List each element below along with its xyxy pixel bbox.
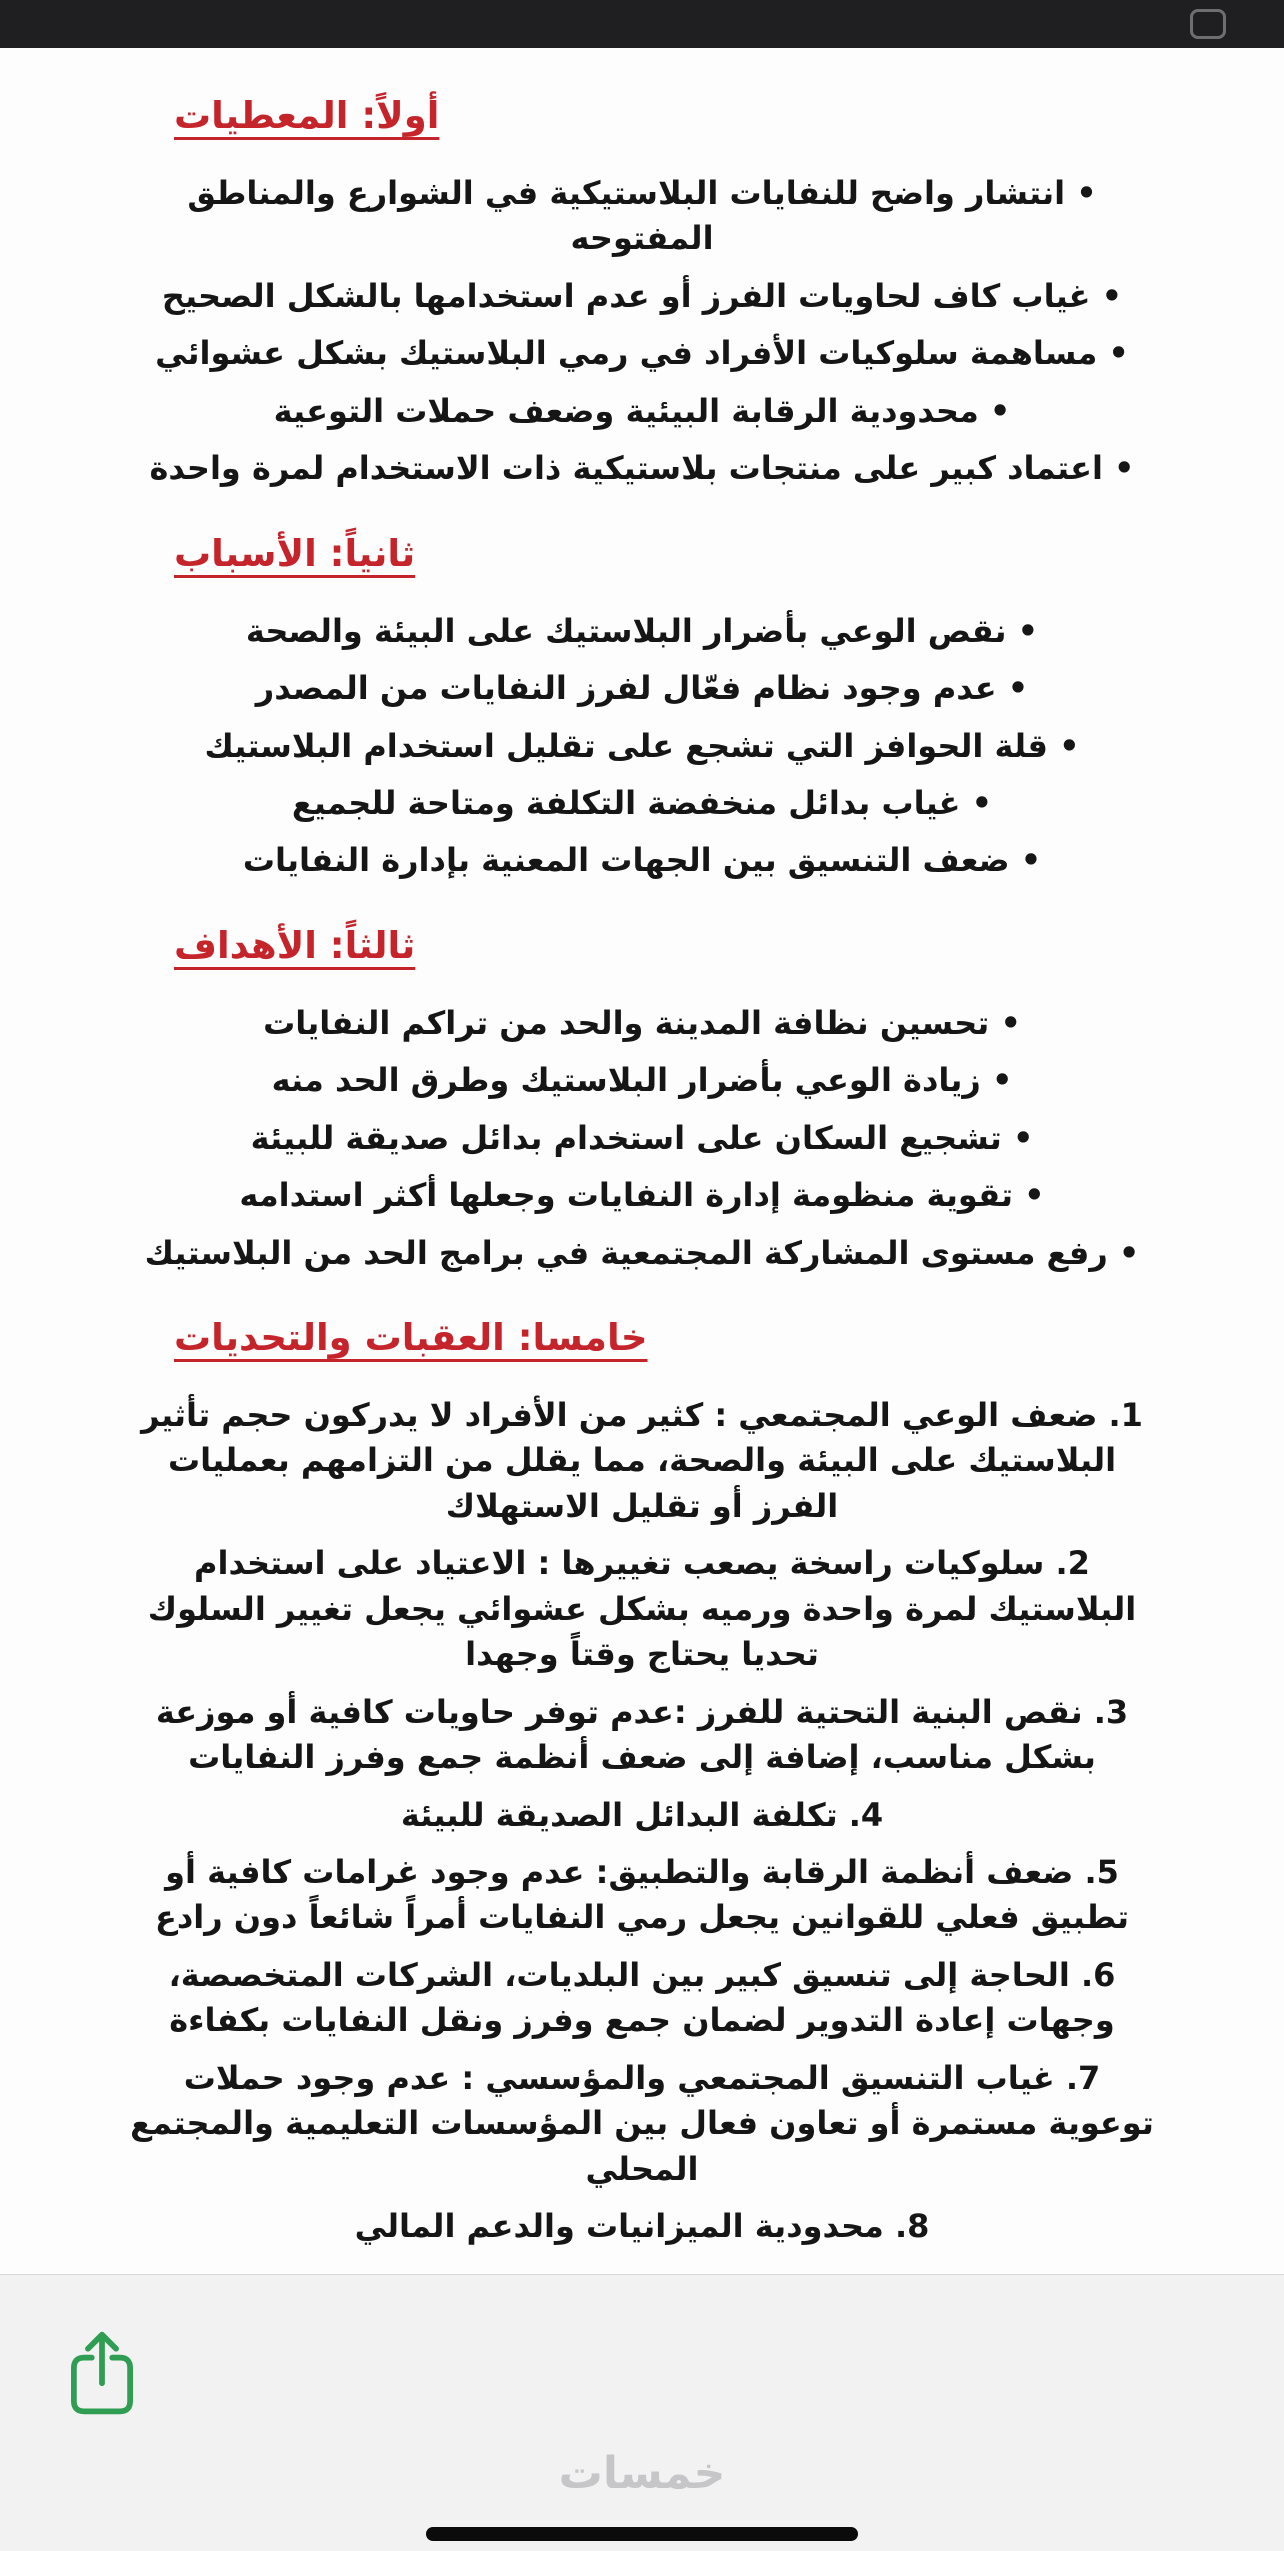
document-section bbox=[128, 532, 1156, 884]
home-indicator[interactable] bbox=[426, 2527, 858, 2541]
section-heading: ثانياً: الأسباب bbox=[174, 531, 416, 575]
document-line: 8. محدودية الميزانيات والدعم المالي bbox=[354, 2207, 930, 2245]
document-line: 2. سلوكيات راسخة يصعب تغييرها : الاعتياد على استخدام البلاستيك لمرة واحدة ورميه بشكل عشوائي يجعل تغيير السلوك تحديا يحتاج وقتاً وجهدا bbox=[147, 1544, 1137, 1674]
document-line: • محدودية الرقابة البيئية وضعف حملات التوعية bbox=[273, 391, 1011, 430]
document-section bbox=[128, 1316, 1156, 2249]
top-bar bbox=[0, 0, 1284, 48]
document-line: • نقص الوعي بأضرار البلاستيك على البيئة والصحة bbox=[245, 611, 1039, 650]
document-line: • تشجيع السكان على استخدام بدائل صديقة للبيئة bbox=[250, 1118, 1034, 1157]
document-line: • زيادة الوعي بأضرار البلاستيك وطرق الحد منه bbox=[271, 1061, 1013, 1100]
section-heading: ثالثاً: الأهداف bbox=[174, 923, 416, 967]
section-heading: خامسا: العقبات والتحديات bbox=[174, 1316, 648, 1359]
document-line: • انتشار واضح للنفايات البلاستيكية في الشوارع والمناطق المفتوحه bbox=[187, 174, 1097, 258]
document-line: • قلة الحوافز التي تشجع على تقليل استخدام البلاستيك bbox=[204, 726, 1080, 765]
section-items bbox=[128, 1393, 1156, 2249]
bottom-toolbar bbox=[0, 2274, 1284, 2551]
share-icon bbox=[60, 2404, 144, 2423]
document-line: 1. ضعف الوعي المجتمعي : كثير من الأفراد لا يدركون حجم تأثير البلاستيك على البيئة والصحة، مما يقلل من التزامهم بعمليات الفرز أو تقليل الاستهلاك bbox=[141, 1396, 1143, 1525]
document-line: • رفع مستوى المشاركة المجتمعية في برامج الحد من البلاستيك bbox=[144, 1233, 1140, 1272]
toolbar-icon[interactable] bbox=[1190, 9, 1226, 39]
document-body bbox=[0, 48, 1284, 2275]
section-heading: أولاً: المعطيات bbox=[174, 94, 440, 137]
watermark: خمسات bbox=[558, 2448, 726, 2499]
section-items bbox=[128, 171, 1156, 492]
document-section bbox=[128, 924, 1156, 1276]
document-line: • اعتماد كبير على منتجات بلاستيكية ذات الاستخدام لمرة واحدة bbox=[149, 449, 1135, 488]
document-line: • غياب بدائل منخفضة التكلفة ومتاحة للجميع bbox=[291, 783, 993, 822]
document-line: • تقوية منظومة إدارة النفايات وجعلها أكثر استدامه bbox=[239, 1176, 1045, 1215]
document-section bbox=[128, 94, 1156, 492]
section-items bbox=[128, 1001, 1156, 1276]
document-line: • ضعف التنسيق بين الجهات المعنية بإدارة النفايات bbox=[242, 841, 1042, 880]
document-line: 7. غياب التنسيق المجتمعي والمؤسسي : عدم وجود حملات توعوية مستمرة أو تعاون فعال بين المؤسسات التعليمية والمجتمع المحلي bbox=[130, 2058, 1154, 2188]
document-line: 3. نقص البنية التحتية للفرز :عدم توفر حاويات كافية أو موزعة بشكل مناسب، إضافة إلى ضعف أنظمة جمع وفرز النفايات bbox=[155, 1692, 1129, 1777]
document-line: • مساهمة سلوكيات الأفراد في رمي البلاستيك بشكل عشوائي bbox=[155, 334, 1129, 373]
document-line: • عدم وجود نظام فعّال لفرز النفايات من المصدر bbox=[255, 669, 1029, 708]
document-line: • غياب كاف لحاويات الفرز أو عدم استخدامها بالشكل الصحيح bbox=[161, 276, 1123, 315]
section-items bbox=[128, 609, 1156, 884]
document-line: 5. ضعف أنظمة الرقابة والتطبيق: عدم وجود غرامات كافية أو تطبيق فعلي للقوانين يجعل رمي النفايات أمراً شائعاً دون رادع bbox=[154, 1852, 1129, 1937]
document-line: • تحسين نظافة المدينة والحد من تراكم النفايات bbox=[263, 1003, 1021, 1042]
document-line: 6. الحاجة إلى تنسيق كبير بين البلديات، الشركات المتخصصة، وجهات إعادة التدوير لضمان جمع وفرز ونقل النفايات بكفاءة bbox=[168, 1955, 1116, 2040]
share-button[interactable] bbox=[60, 2327, 144, 2419]
document-line: 4. تكلفة البدائل الصديقة للبيئة bbox=[400, 1795, 884, 1834]
